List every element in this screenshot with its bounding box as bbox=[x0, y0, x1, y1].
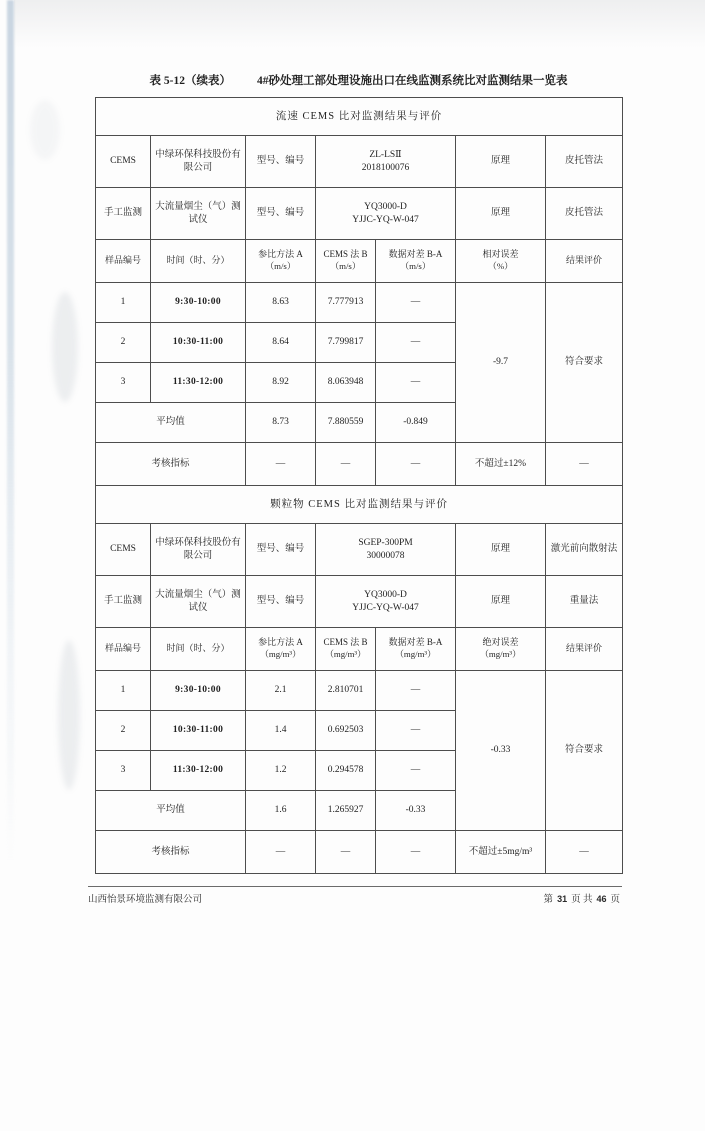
cell-dash: — bbox=[546, 831, 623, 874]
cell-cems-company: 中绿环保科技股份有限公司 bbox=[151, 524, 246, 576]
assessment-row bbox=[96, 443, 623, 486]
model-name: YQ3000-D bbox=[364, 590, 407, 601]
cell-cems-b: 2.810701 bbox=[316, 671, 376, 711]
cell-diff: — bbox=[376, 711, 456, 751]
cell-cems-b: 0.294578 bbox=[316, 751, 376, 791]
model-serial: 30000078 bbox=[366, 550, 405, 561]
cell-diff: — bbox=[376, 671, 456, 711]
cell-time: 10:30-11:00 bbox=[151, 711, 246, 751]
cell-time: 11:30-12:00 bbox=[151, 751, 246, 791]
cell-absolute-error: -0.33 bbox=[456, 671, 546, 831]
cell-manual-company: 大流量烟尘（气）测试仪 bbox=[151, 188, 246, 240]
cell-model-value bbox=[316, 576, 456, 628]
cell-time: 11:30-12:00 bbox=[151, 363, 246, 403]
cell-dash: — bbox=[376, 443, 456, 486]
model-serial: YJJC-YQ-W-047 bbox=[352, 602, 419, 613]
cell-diff: -0.849 bbox=[376, 403, 456, 443]
cell-diff: -0.33 bbox=[376, 791, 456, 831]
scan-smudge bbox=[52, 292, 78, 402]
cell-cems-b: 7.799817 bbox=[316, 323, 376, 363]
cell-principle-value: 皮托管法 bbox=[546, 188, 623, 240]
model-serial: YJJC-YQ-W-047 bbox=[352, 214, 419, 225]
cell-ref-a: 2.1 bbox=[246, 671, 316, 711]
footer-page-info: 第 31 页 共 46 页 bbox=[543, 894, 620, 905]
col-time: 时间（时、分） bbox=[151, 628, 246, 671]
col-error: 绝对误差 （mg/m³） bbox=[456, 628, 546, 671]
model-name: SGEP-300PM bbox=[358, 538, 413, 549]
cell-ref-a: 1.2 bbox=[246, 751, 316, 791]
cell-principle-value: 皮托管法 bbox=[546, 136, 623, 188]
cell-ref-a: 8.92 bbox=[246, 363, 316, 403]
section-title-flow: 流速 CEMS 比对监测结果与评价 bbox=[96, 98, 623, 136]
cell-dash: — bbox=[316, 831, 376, 874]
section-title-particulate: 颗粒物 CEMS 比对监测结果与评价 bbox=[96, 486, 623, 524]
cell-average-label: 平均值 bbox=[96, 791, 246, 831]
col-time: 时间（时、分） bbox=[151, 240, 246, 283]
cell-model-value bbox=[316, 524, 456, 576]
column-header-row bbox=[96, 628, 623, 671]
cell-manual-company: 大流量烟尘（气）测试仪 bbox=[151, 576, 246, 628]
col-sample-no: 样品编号 bbox=[96, 240, 151, 283]
cell-model-label: 型号、编号 bbox=[246, 188, 316, 240]
cell-principle-label: 原理 bbox=[456, 524, 546, 576]
scan-shading-artifact bbox=[14, 0, 705, 48]
model-name: ZL-LSⅡ bbox=[369, 150, 402, 161]
cell-assessment-label: 考核指标 bbox=[96, 443, 246, 486]
cell-sample-no: 1 bbox=[96, 671, 151, 711]
cell-sample-no: 3 bbox=[96, 363, 151, 403]
cell-dash: — bbox=[246, 831, 316, 874]
cell-ref-a: 1.6 bbox=[246, 791, 316, 831]
scan-edge-artifact bbox=[7, 0, 14, 860]
model-name: YQ3000-D bbox=[364, 202, 407, 213]
col-error: 相对误差 （%） bbox=[456, 240, 546, 283]
col-ref-method: 参比方法 A （mg/m³） bbox=[246, 628, 316, 671]
page-footer bbox=[88, 886, 622, 905]
sample-row bbox=[96, 671, 623, 711]
col-data-diff: 数据对差 B-A （mg/m³） bbox=[376, 628, 456, 671]
cell-diff: — bbox=[376, 323, 456, 363]
table-caption-number: 表 5-12（续表） bbox=[149, 75, 231, 87]
cell-average-label: 平均值 bbox=[96, 403, 246, 443]
cell-model-label: 型号、编号 bbox=[246, 576, 316, 628]
cell-cems-label: CEMS bbox=[96, 136, 151, 188]
cell-dash: — bbox=[316, 443, 376, 486]
cell-manual-label: 手工监测 bbox=[96, 576, 151, 628]
cell-relative-error: -9.7 bbox=[456, 283, 546, 443]
cell-manual-label: 手工监测 bbox=[96, 188, 151, 240]
page-total: 46 bbox=[596, 894, 607, 904]
cell-principle-label: 原理 bbox=[456, 188, 546, 240]
cell-model-value bbox=[316, 136, 456, 188]
comparison-results-table bbox=[95, 97, 623, 874]
cell-cems-b: 1.265927 bbox=[316, 791, 376, 831]
cell-cems-b: 7.777913 bbox=[316, 283, 376, 323]
col-result: 结果评价 bbox=[546, 240, 623, 283]
cell-model-label: 型号、编号 bbox=[246, 524, 316, 576]
col-cems-method: CEMS 法 B （m/s） bbox=[316, 240, 376, 283]
cell-limit: 不超过±12% bbox=[456, 443, 546, 486]
cell-principle-label: 原理 bbox=[456, 136, 546, 188]
cell-diff: — bbox=[376, 283, 456, 323]
table-caption bbox=[95, 72, 622, 88]
cell-cems-b: 0.692503 bbox=[316, 711, 376, 751]
cell-diff: — bbox=[376, 363, 456, 403]
cell-model-value bbox=[316, 188, 456, 240]
cell-result-eval: 符合要求 bbox=[546, 671, 623, 831]
cell-sample-no: 2 bbox=[96, 323, 151, 363]
cell-time: 9:30-10:00 bbox=[151, 283, 246, 323]
cell-cems-label: CEMS bbox=[96, 524, 151, 576]
cell-time: 9:30-10:00 bbox=[151, 671, 246, 711]
manual-equipment-row bbox=[96, 576, 623, 628]
col-data-diff: 数据对差 B-A （m/s） bbox=[376, 240, 456, 283]
cems-equipment-row bbox=[96, 524, 623, 576]
cell-result-eval: 符合要求 bbox=[546, 283, 623, 443]
cell-ref-a: 8.64 bbox=[246, 323, 316, 363]
cell-ref-a: 8.63 bbox=[246, 283, 316, 323]
cell-principle-value: 重量法 bbox=[546, 576, 623, 628]
section-header-row bbox=[96, 98, 623, 136]
page-number: 31 bbox=[557, 894, 568, 904]
scan-smudge bbox=[58, 640, 80, 790]
cell-cems-company: 中绿环保科技股份有限公司 bbox=[151, 136, 246, 188]
cems-equipment-row bbox=[96, 136, 623, 188]
assessment-row bbox=[96, 831, 623, 874]
cell-dash: — bbox=[376, 831, 456, 874]
model-serial: 2018100076 bbox=[361, 162, 410, 173]
col-result: 结果评价 bbox=[546, 628, 623, 671]
cell-cems-b: 7.880559 bbox=[316, 403, 376, 443]
column-header-row bbox=[96, 240, 623, 283]
cell-cems-b: 8.063948 bbox=[316, 363, 376, 403]
cell-diff: — bbox=[376, 751, 456, 791]
cell-sample-no: 3 bbox=[96, 751, 151, 791]
cell-limit: 不超过±5mg/m³ bbox=[456, 831, 546, 874]
col-cems-method: CEMS 法 B （mg/m³） bbox=[316, 628, 376, 671]
cell-dash: — bbox=[246, 443, 316, 486]
manual-equipment-row bbox=[96, 188, 623, 240]
col-sample-no: 样品编号 bbox=[96, 628, 151, 671]
cell-ref-a: 1.4 bbox=[246, 711, 316, 751]
cell-sample-no: 1 bbox=[96, 283, 151, 323]
col-ref-method: 参比方法 A （m/s） bbox=[246, 240, 316, 283]
cell-dash: — bbox=[546, 443, 623, 486]
sample-row bbox=[96, 283, 623, 323]
cell-sample-no: 2 bbox=[96, 711, 151, 751]
scan-smudge bbox=[30, 100, 60, 160]
cell-ref-a: 8.73 bbox=[246, 403, 316, 443]
footer-company: 山西怡景环境监测有限公司 bbox=[88, 895, 203, 905]
cell-principle-label: 原理 bbox=[456, 576, 546, 628]
cell-assessment-label: 考核指标 bbox=[96, 831, 246, 874]
table-caption-text: 4#砂处理工部处理设施出口在线监测系统比对监测结果一览表 bbox=[256, 75, 568, 87]
section-header-row bbox=[96, 486, 623, 524]
cell-principle-value: 激光前向散射法 bbox=[546, 524, 623, 576]
cell-model-label: 型号、编号 bbox=[246, 136, 316, 188]
cell-time: 10:30-11:00 bbox=[151, 323, 246, 363]
